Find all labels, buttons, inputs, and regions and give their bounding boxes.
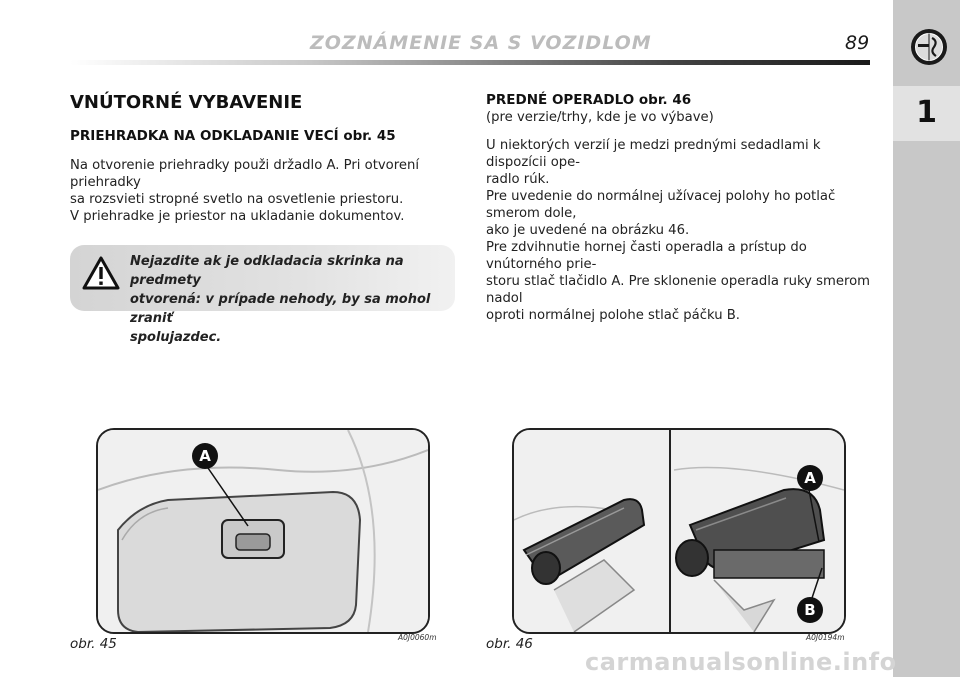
glovebox-line: V priehradke je priestor na ukladanie dokumentov. (70, 209, 405, 224)
figure-45-caption: obr. 45 (70, 636, 117, 652)
glovebox-description (70, 157, 460, 225)
label-a: A (804, 469, 816, 487)
armrest-description (486, 137, 872, 324)
armrest-subtitle: (pre verzie/trhy, kde je vo výbave) (486, 110, 714, 125)
armrest-title: PREDNÉ OPERADLO obr. 46 (486, 92, 692, 108)
glovebox-line: Na otvorenie priehradky použi držadlo A. Pri otvorení priehradky (70, 158, 420, 190)
alfa-romeo-badge-icon (910, 28, 948, 66)
label-b: B (804, 601, 816, 619)
armrest-line: U niektorých verzií je medzi prednými sedadlami k dispozícii ope- (486, 138, 821, 170)
armrest-line: Pre zdvihnutie hornej časti operadla a prístup do vnútorného prie- (486, 240, 807, 272)
armrest-line: oproti normálnej polohe stlač páčku B. (486, 308, 740, 323)
glovebox-illustration (98, 430, 428, 632)
section-title: VNÚTORNÉ VYBAVENIE (70, 92, 303, 113)
figure-45-code: A0J0060m (398, 633, 437, 642)
glovebox-title: PRIEHRADKA NA ODKLADANIE VECÍ obr. 45 (70, 128, 396, 144)
header-rule (70, 60, 870, 65)
page-header-title: ZOZNÁMENIE SA S VOZIDLOM (310, 32, 652, 54)
armrest-line: radlo rúk. (486, 172, 550, 187)
armrest-line: storu stlač tlačidlo A. Pre sklonenie operadla ruky smerom nadol (486, 274, 870, 306)
label-a: A (199, 447, 211, 465)
warning-triangle-icon (82, 256, 120, 290)
watermark[interactable]: carmanualsonline.info (585, 648, 897, 676)
warning-line: spolujazdec. (130, 330, 222, 345)
figure-45 (96, 428, 430, 634)
armrest-line: ako je uvedené na obrázku 46. (486, 223, 690, 238)
warning-line: Nejazdite ak je odkladacia skrinka na predmety (130, 254, 404, 288)
figure-46 (512, 428, 846, 634)
page-number: 89 (845, 32, 870, 54)
chapter-number: 1 (916, 95, 937, 130)
figure-46-code: A0J0194m (806, 633, 845, 642)
glovebox-line: sa rozsvieti stropné svetlo na osvetlenie priestoru. (70, 192, 404, 207)
warning-text (130, 252, 448, 347)
figure-46-caption: obr. 46 (486, 636, 533, 652)
armrest-line: Pre uvedenie do normálnej užívacej polohy ho potlač smerom dole, (486, 189, 836, 221)
warning-line: otvorená: v prípade nehody, by sa mohol zraniť (130, 292, 431, 326)
armrest-illustration (514, 430, 844, 632)
